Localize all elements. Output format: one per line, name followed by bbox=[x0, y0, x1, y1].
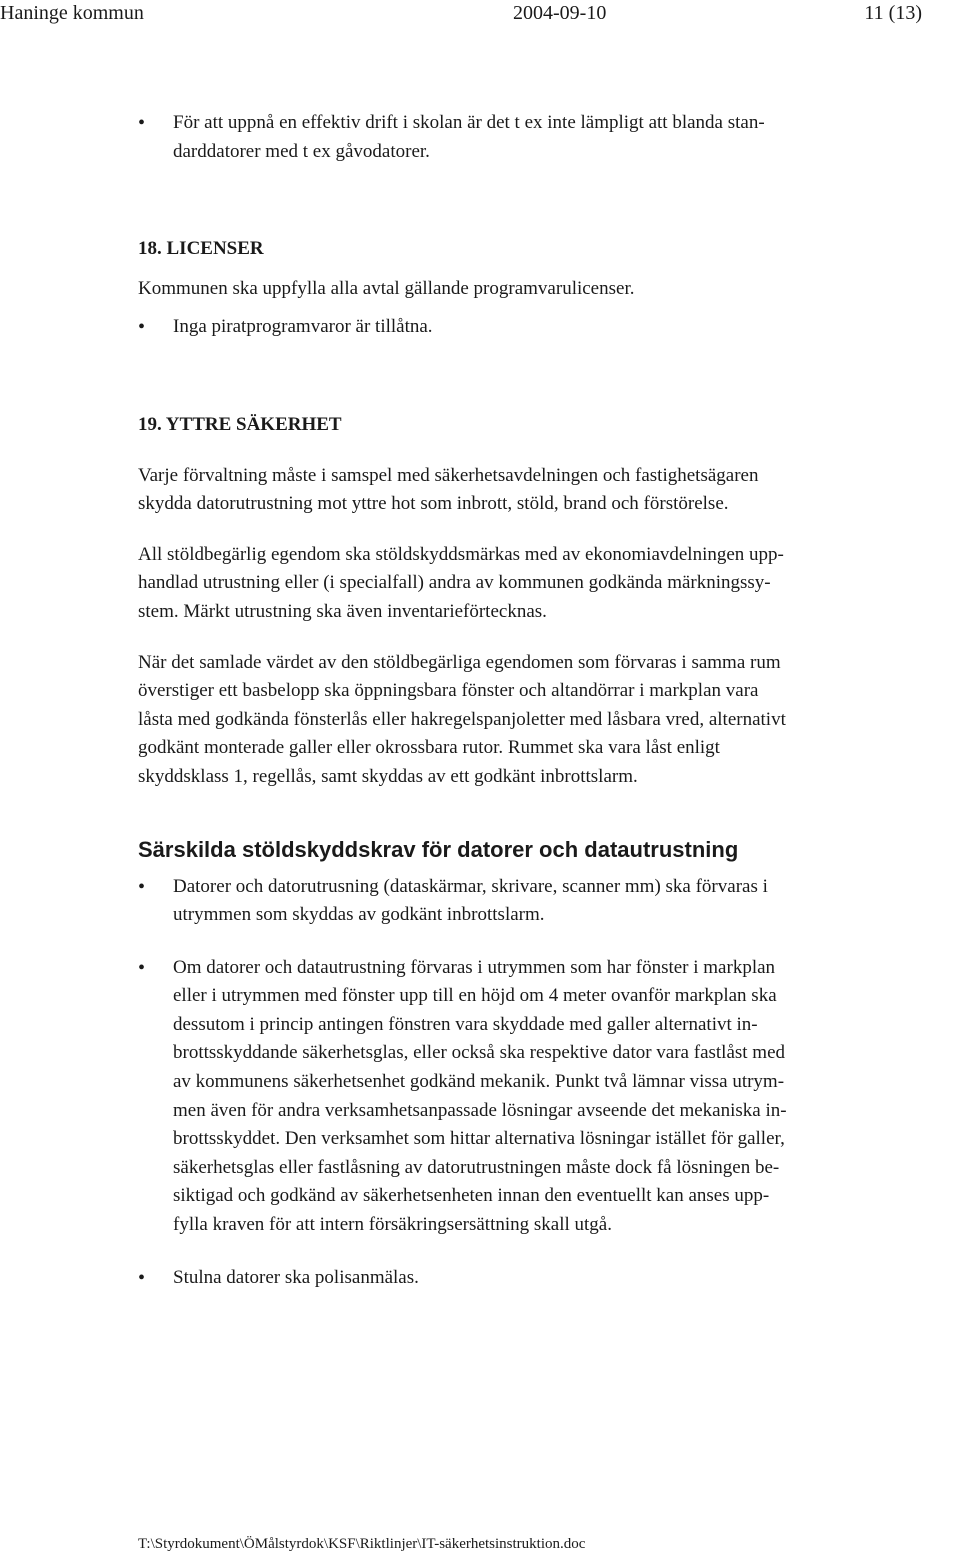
subsection-heading: Särskilda stöldskyddskrav för datorer och datautrustning bbox=[138, 836, 739, 862]
header-organization: Haninge kommun bbox=[0, 2, 144, 24]
bullet-line: säkerhetsglas eller fastlåsning av datorutrustningen måste dock få lösningen be- bbox=[173, 1156, 780, 1178]
paragraph-line: överstiger ett basbelopp ska öppningsbara fönster och altandörrar i markplan vara bbox=[138, 680, 759, 702]
bullet-icon: • bbox=[138, 1266, 146, 1289]
bullet-line: av kommunens säkerhetsenhet godkänd mekanik. Punkt två lämnar vissa utrym- bbox=[173, 1071, 785, 1093]
stoldskydd-bullet-list bbox=[138, 873, 960, 1293]
list-item bbox=[138, 313, 960, 342]
bullet-line: utrymmen som skyddas av godkänt inbrottslarm. bbox=[173, 904, 545, 926]
section-heading-licenser: 18. LICENSER bbox=[138, 238, 264, 260]
bullet-line: Om datorer och datautrustning förvaras i utrymmen som har fönster i markplan bbox=[173, 956, 776, 978]
bullet-line: fylla kraven för att intern försäkringsersättning skall utgå. bbox=[173, 1214, 612, 1236]
bullet-line: dessutom i princip antingen fönstren vara skyddade med galler alternativt in- bbox=[173, 1013, 758, 1035]
paragraph-line: stem. Märkt utrustning ska även inventarieförtecknas. bbox=[138, 600, 547, 622]
paragraph-line: skyddsklass 1, regellås, samt skyddas av ett godkänt inbrottslarm. bbox=[138, 765, 638, 787]
licenser-paragraph: Kommunen ska uppfylla alla avtal gällande programvarulicenser. bbox=[138, 277, 635, 299]
paragraph bbox=[138, 649, 960, 792]
bullet-line: eller i utrymmen med fönster upp till en höjd om 4 meter ovanför markplan ska bbox=[173, 985, 777, 1007]
section-heading-yttre-sakerhet: 19. YTTRE SÄKERHET bbox=[138, 413, 342, 435]
list-item bbox=[138, 1264, 960, 1293]
paragraph-line: All stöldbegärlig egendom ska stöldskyddsmärkas med av ekonomiavdelningen upp- bbox=[138, 543, 784, 565]
list-item bbox=[138, 954, 960, 1240]
bullet-icon: • bbox=[138, 112, 146, 134]
licenser-bullet-list bbox=[138, 313, 960, 342]
bullet-text: Stulna datorer ska polisanmälas. bbox=[173, 1266, 419, 1288]
bullet-line: siktigad och godkänd av säkerhetsenheten innan den eventuellt kan anses upp- bbox=[173, 1185, 770, 1207]
paragraph-line: skydda datorutrustning mot yttre hot som inbrott, stöld, brand och förstörelse. bbox=[138, 493, 729, 515]
bullet-line: brottsskyddande säkerhetsglas, eller också ska respektive dator vara fastlåst med bbox=[173, 1042, 786, 1064]
bullet-line: brottsskyddet. Den verksamhet som hittar alternativa lösningar istället för galler, bbox=[173, 1128, 785, 1150]
bullet-line: men även för andra verksamhetsanpassade lösningar avseende det mekaniska in- bbox=[173, 1099, 787, 1121]
bullet-text: Inga piratprogramvaror är tillåtna. bbox=[173, 316, 433, 338]
paragraph-line: Varje förvaltning måste i samspel med säkerhetsavdelningen och fastighetsägaren bbox=[138, 464, 759, 486]
bullet-line: darddatorer med t ex gåvodatorer. bbox=[173, 140, 430, 162]
list-item bbox=[138, 109, 960, 166]
paragraph-line: När det samlade värdet av den stöldbegärliga egendomen som förvaras i samma rum bbox=[138, 651, 781, 673]
footer-file-path: T:\Styrdokument\ÖMålstyrdok\KSF\Riktlinjer\IT-säkerhetsinstruktion.doc bbox=[138, 1536, 586, 1552]
paragraph-line: godkänt monterade galler eller okrossbara rutor. Rummet ska vara låst enligt bbox=[138, 737, 720, 759]
bullet-icon: • bbox=[138, 956, 146, 979]
paragraph-line: låsta med godkända fönsterlås eller hakregelspanjoletter med låsbara vred, alternativt bbox=[138, 708, 786, 730]
document-body bbox=[138, 109, 960, 1292]
paragraph-line: handlad utrustning eller (i specialfall) andra av kommunen godkända märkningssy- bbox=[138, 572, 771, 594]
paragraph bbox=[138, 462, 960, 519]
header-date: 2004-09-10 bbox=[513, 2, 607, 24]
page-header bbox=[0, 0, 960, 30]
bullet-icon: • bbox=[138, 875, 146, 898]
bullet-line: Datorer och datorutrusning (dataskärmar, skrivare, scanner mm) ska förvaras i bbox=[173, 875, 768, 897]
bullet-icon: • bbox=[138, 316, 146, 339]
page-footer bbox=[138, 1534, 585, 1554]
intro-bullet-list bbox=[138, 109, 960, 166]
list-item bbox=[138, 873, 960, 930]
paragraph bbox=[138, 541, 960, 627]
header-page-number: 11 (13) bbox=[864, 2, 922, 24]
bullet-line: För att uppnå en effektiv drift i skolan är det t ex inte lämpligt att blanda stan- bbox=[173, 112, 765, 133]
